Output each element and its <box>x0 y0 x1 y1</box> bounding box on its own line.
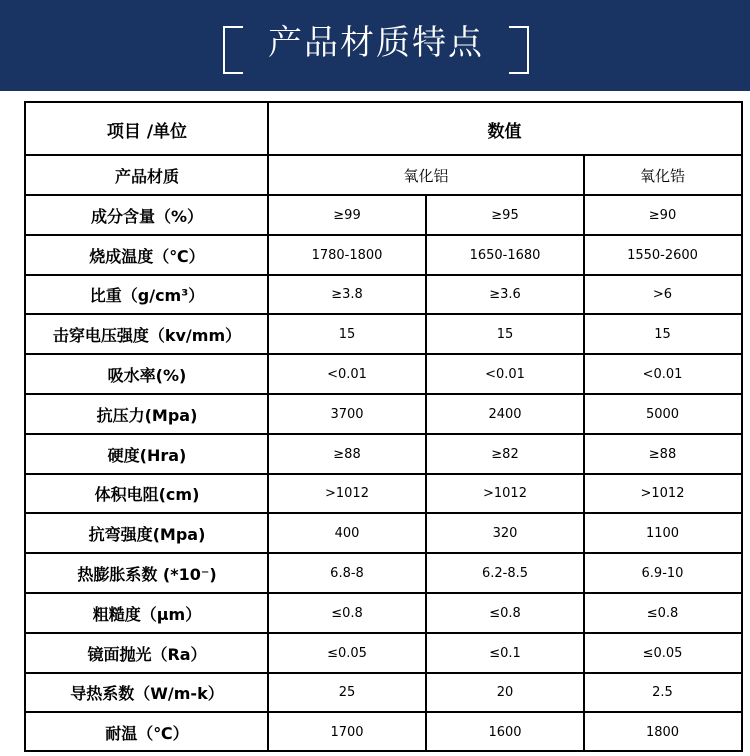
divider <box>425 474 427 513</box>
value-alumina-95: ≥3.6 <box>489 287 521 302</box>
value-zirconia: >6 <box>652 287 673 302</box>
header-item-unit: 项目 /单位 <box>106 121 188 142</box>
divider <box>583 195 585 235</box>
divider <box>425 314 427 354</box>
table-row <box>26 673 741 712</box>
divider <box>425 275 427 314</box>
property-label: 成分含量（%） <box>90 206 204 226</box>
table-row <box>26 474 741 513</box>
divider <box>583 593 585 633</box>
value-alumina-95: ≤0.8 <box>489 605 521 621</box>
value-alumina-95: 1600 <box>488 724 522 740</box>
value-zirconia: 5000 <box>645 406 680 422</box>
value-alumina-99: ≥99 <box>333 207 361 223</box>
property-label: 耐温（℃） <box>105 723 189 743</box>
header-value: 数值 <box>487 121 522 142</box>
divider <box>583 633 585 673</box>
divider <box>425 195 427 235</box>
value-alumina-99: 3700 <box>330 406 364 422</box>
value-alumina-95: ≤0.1 <box>489 645 521 661</box>
material-label: 产品材质 <box>114 166 179 186</box>
table-header-row <box>26 103 741 155</box>
value-zirconia: >1012 <box>640 486 685 501</box>
divider <box>267 513 269 553</box>
banner-bracket-frame <box>223 23 529 72</box>
table-row <box>26 354 741 394</box>
divider <box>267 633 269 673</box>
value-alumina-99: 1780-1800 <box>311 247 383 263</box>
property-label: 导热系数（W/m-k） <box>70 684 224 703</box>
banner <box>0 0 750 91</box>
divider <box>267 195 269 235</box>
divider <box>425 712 427 752</box>
property-label: 比重（g/cm³） <box>89 286 205 305</box>
value-zirconia: 2.5 <box>652 685 673 700</box>
value-alumina-95: >1012 <box>483 486 527 501</box>
material-row <box>26 155 741 195</box>
value-zirconia: 6.9-10 <box>641 565 684 581</box>
value-zirconia: 1800 <box>645 724 680 740</box>
divider <box>425 513 427 553</box>
value-alumina-99: ≤0.05 <box>327 645 367 661</box>
divider <box>583 474 585 513</box>
divider <box>425 673 427 712</box>
value-alumina-99: 1700 <box>330 724 364 740</box>
divider <box>425 434 427 474</box>
material-zirconia: 氧化锆 <box>639 166 685 185</box>
divider <box>583 553 585 593</box>
value-alumina-99: 6.8-8 <box>330 565 364 581</box>
table-row <box>26 553 741 593</box>
divider <box>583 354 585 394</box>
table-row <box>26 434 741 474</box>
value-alumina-95: 320 <box>492 525 518 541</box>
divider <box>425 394 427 434</box>
table-row <box>26 314 741 354</box>
divider <box>267 553 269 593</box>
divider <box>267 434 269 474</box>
value-alumina-99: <0.01 <box>327 366 367 382</box>
value-alumina-99: ≥88 <box>333 446 361 462</box>
divider <box>267 354 269 394</box>
value-zirconia: 15 <box>654 326 671 342</box>
divider <box>267 394 269 434</box>
value-alumina-95: 15 <box>496 326 514 342</box>
value-alumina-99: ≥3.8 <box>331 287 363 302</box>
divider <box>583 235 585 275</box>
divider <box>425 553 427 593</box>
table-row <box>26 394 741 434</box>
value-alumina-99: 15 <box>338 326 356 342</box>
table-row <box>26 513 741 553</box>
divider <box>583 673 585 712</box>
divider <box>267 103 269 155</box>
property-label: 抗压力(Mpa) <box>96 405 198 425</box>
property-label: 体积电阻(cm) <box>94 485 200 504</box>
value-zirconia: <0.01 <box>642 366 683 382</box>
value-alumina-95: 20 <box>496 685 514 700</box>
table-row <box>26 712 741 752</box>
value-alumina-99: ≤0.8 <box>331 605 363 621</box>
value-zirconia: ≥88 <box>648 446 677 462</box>
divider <box>267 712 269 752</box>
divider <box>583 275 585 314</box>
divider <box>267 155 269 195</box>
value-zirconia: ≥90 <box>648 207 677 223</box>
value-zirconia: 1550-2600 <box>627 247 698 263</box>
value-alumina-95: 1650-1680 <box>469 247 541 263</box>
divider <box>583 712 585 752</box>
value-alumina-95: ≥82 <box>491 446 519 462</box>
divider <box>425 354 427 394</box>
material-properties-table <box>24 101 743 752</box>
divider <box>583 434 585 474</box>
divider <box>267 673 269 712</box>
value-zirconia: ≤0.8 <box>646 605 679 621</box>
property-label: 抗弯强度(Mpa) <box>88 524 206 544</box>
material-alumina: 氧化铝 <box>403 166 449 185</box>
value-alumina-95: <0.01 <box>485 366 525 382</box>
divider <box>267 314 269 354</box>
divider <box>267 474 269 513</box>
table-row <box>26 593 741 633</box>
property-label: 击穿电压强度（kv/mm） <box>52 325 242 345</box>
divider <box>583 394 585 434</box>
value-alumina-95: 2400 <box>488 406 522 422</box>
divider <box>583 155 585 195</box>
property-label: 粗糙度（μm） <box>92 604 202 624</box>
table-row <box>26 195 741 235</box>
property-label: 烧成温度（℃） <box>89 246 205 266</box>
value-alumina-99: 400 <box>334 525 360 541</box>
divider <box>267 235 269 275</box>
divider <box>583 513 585 553</box>
value-zirconia: ≤0.05 <box>642 645 683 661</box>
value-alumina-95: 6.2-8.5 <box>481 565 529 581</box>
value-alumina-99: >1012 <box>325 486 369 501</box>
table-row <box>26 235 741 275</box>
divider <box>425 633 427 673</box>
property-label: 镜面抛光（Ra） <box>87 644 207 664</box>
value-zirconia: 1100 <box>645 525 680 541</box>
divider <box>267 275 269 314</box>
divider <box>583 314 585 354</box>
property-label: 硬度(Hra) <box>107 445 187 465</box>
divider <box>267 593 269 633</box>
table-row <box>26 633 741 673</box>
table-row <box>26 275 741 314</box>
banner-title: 产品材质特点 <box>268 23 484 63</box>
divider <box>425 235 427 275</box>
divider <box>425 593 427 633</box>
property-label: 吸水率(%) <box>107 365 187 385</box>
property-label: 热膨胀系数 (*10⁻) <box>77 564 217 584</box>
value-alumina-95: ≥95 <box>491 207 519 223</box>
value-alumina-99: 25 <box>338 685 356 700</box>
